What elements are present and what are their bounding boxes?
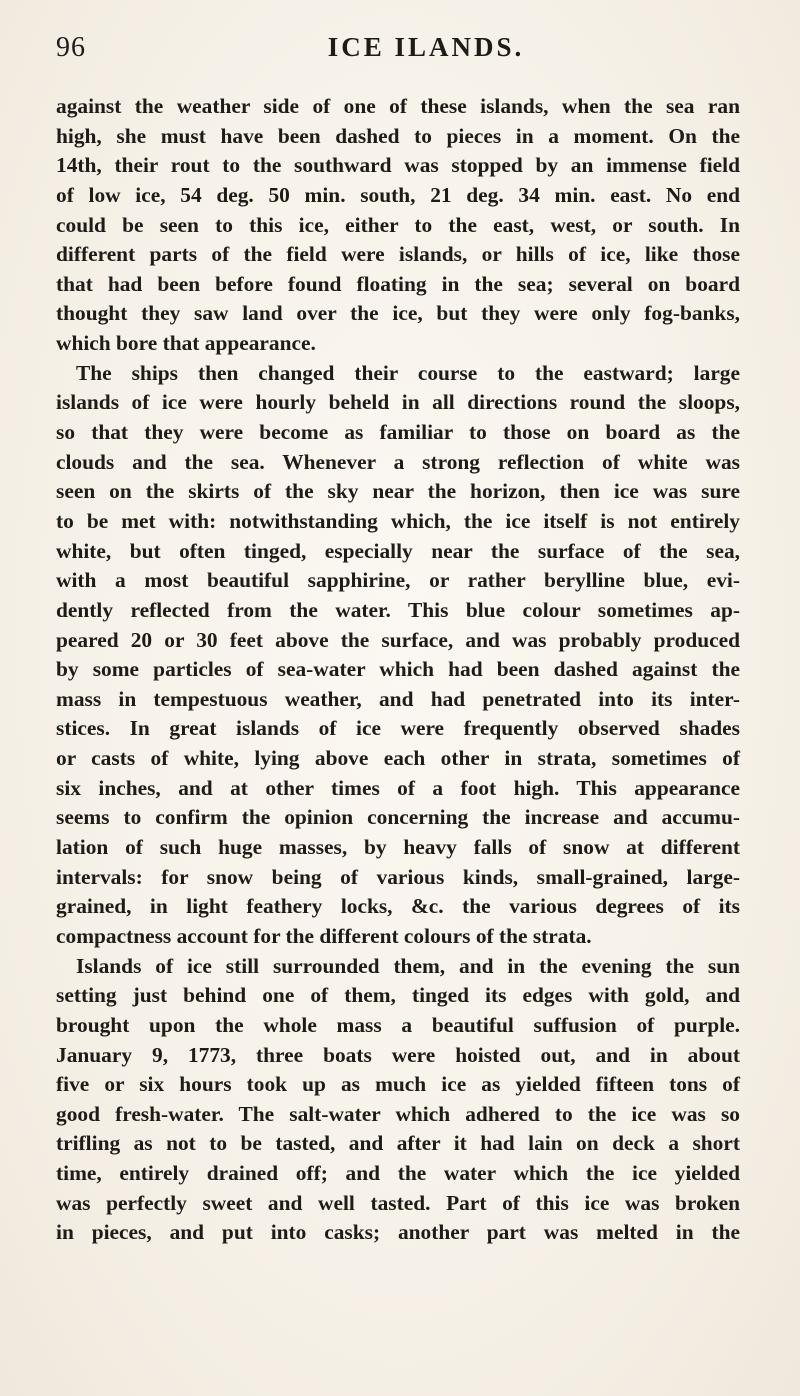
text-line: trifling as not to be tasted, and after it had lain on deck a short [56, 1131, 740, 1156]
text-line: mass in tempestuous weather, and had penetrated into its inter- [56, 686, 740, 711]
body-text [56, 92, 740, 1248]
text-line: January 9, 1773, three boats were hoisted out, and in about [56, 1042, 740, 1067]
text-line: time, entirely drained off; and the water which the ice yielded [56, 1161, 740, 1186]
text-line: Islands of ice still surrounded them, and in the evening the sun [76, 953, 740, 978]
text-line: thought they saw land over the ice, but they were only fog-banks, [56, 301, 740, 326]
text-line: lation of such huge masses, by heavy falls of snow at different [56, 835, 740, 860]
text-line: The ships then changed their course to the eastward; large [76, 360, 740, 385]
text-line: white, but often tinged, especially near the surface of the sea, [56, 538, 740, 563]
text-line: peared 20 or 30 feet above the surface, and was probably produced [56, 627, 740, 652]
text-line: 14th, their rout to the southward was stopped by an immense field [56, 153, 740, 178]
text-line: different parts of the field were islands, or hills of ice, like those [56, 242, 740, 267]
text-line: of low ice, 54 deg. 50 min. south, 21 deg. 34 min. east. No end [56, 182, 740, 207]
text-line: against the weather side of one of these islands, when the sea ran [56, 94, 740, 118]
text-line: to be met with: notwithstanding which, the ice itself is not entirely [56, 508, 740, 533]
text-line: clouds and the sea. Whenever a strong reflection of white was [56, 449, 740, 474]
text-line: dently reflected from the water. This blue colour sometimes ap- [56, 597, 740, 622]
text-line: could be seen to this ice, either to the east, west, or south. In [56, 212, 740, 237]
text-line: which bore that appearance. [56, 331, 316, 356]
text-line: grained, in light feathery locks, &c. the various degrees of its [56, 894, 740, 919]
text-line: intervals: for snow being of various kinds, small-grained, large- [56, 864, 740, 889]
text-line: stices. In great islands of ice were frequently observed shades [56, 716, 740, 741]
text-line: or casts of white, lying above each other in strata, sometimes of [56, 746, 740, 771]
text-line: was perfectly sweet and well tasted. Part of this ice was broken [56, 1190, 740, 1215]
text-line: that had been before found floating in the sea; several on board [56, 271, 740, 296]
text-line: brought upon the whole mass a beautiful suffusion of purple. [56, 1012, 740, 1037]
text-line: seen on the skirts of the sky near the horizon, then ice was sure [56, 479, 740, 504]
text-line: in pieces, and put into casks; another part was melted in the [56, 1220, 740, 1245]
text-line: with a most beautiful sapphirine, or rather berylline blue, evi- [56, 568, 740, 593]
page-number: 96 [56, 32, 86, 63]
running-title: ICE ILANDS. [327, 32, 525, 62]
text-line: high, she must have been dashed to pieces in a moment. On the [56, 123, 740, 148]
text-line: setting just behind one of them, tinged its edges with gold, and [56, 983, 740, 1008]
text-line: good fresh-water. The salt-water which adhered to the ice was so [56, 1101, 740, 1126]
running-head [56, 32, 736, 72]
text-line: seems to confirm the opinion concerning the increase and accumu- [56, 805, 740, 830]
text-line: five or six hours took up as much ice as yielded fifteen tons of [56, 1072, 740, 1097]
text-line: six inches, and at other times of a foot high. This appearance [56, 775, 740, 800]
text-line: compactness account for the different colours of the strata. [56, 923, 592, 948]
text-line: so that they were become as familiar to those on board as the [56, 420, 740, 445]
text-line: islands of ice were hourly beheld in all directions round the sloops, [56, 390, 740, 415]
text-line: by some particles of sea-water which had been dashed against the [56, 657, 740, 682]
